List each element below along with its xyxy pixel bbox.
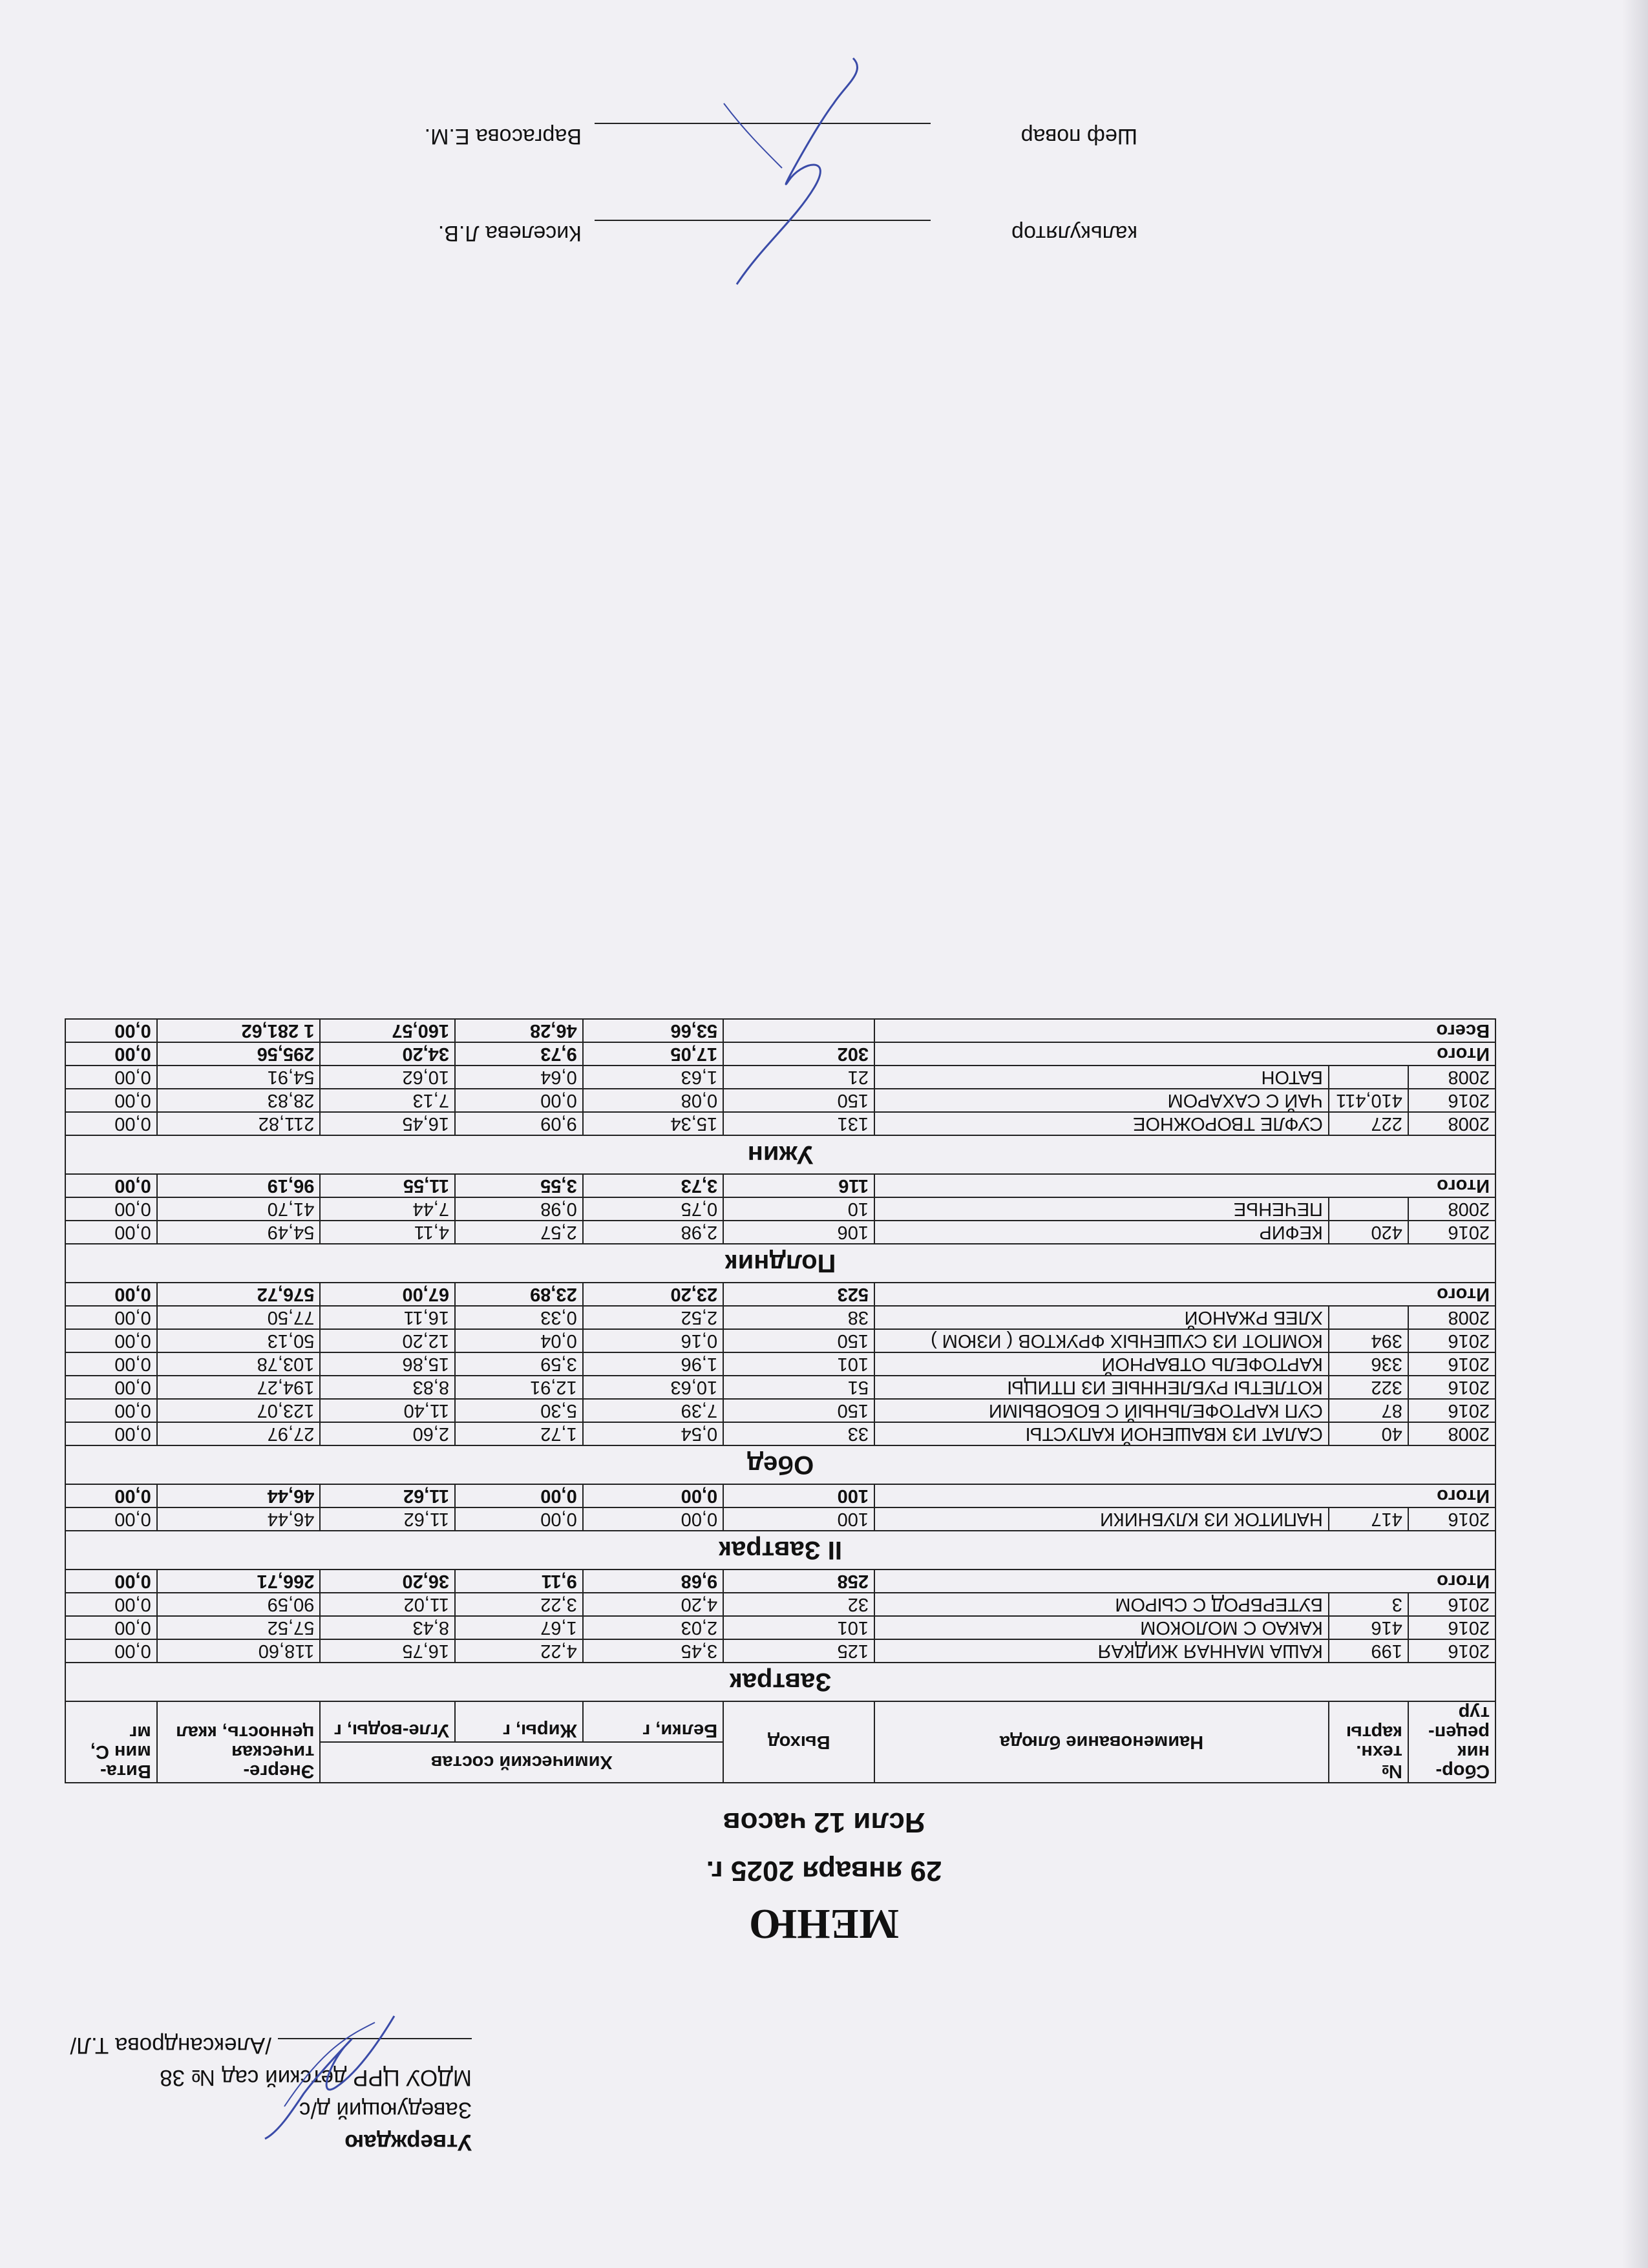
signature-role: Шеф повар bbox=[1020, 124, 1137, 149]
cell-proteins: 0,08 bbox=[583, 1089, 723, 1112]
cell-output: 33 bbox=[723, 1422, 874, 1445]
cell-collection: 2008 bbox=[1408, 1306, 1495, 1329]
cell-fats: 5,30 bbox=[455, 1399, 583, 1422]
section-row bbox=[65, 1663, 1495, 1701]
cell-energy: 54,91 bbox=[157, 1066, 321, 1089]
cell-energy: 576,72 bbox=[157, 1283, 321, 1306]
section-title: II Завтрак bbox=[65, 1531, 1495, 1570]
cell-energy: 103,78 bbox=[157, 1352, 321, 1376]
header-tech-card: № техн. карты bbox=[1329, 1701, 1408, 1783]
table-row bbox=[65, 1507, 1495, 1531]
cell-energy: 194,27 bbox=[157, 1376, 321, 1399]
total-label: Всего bbox=[874, 1019, 1495, 1042]
cell-energy: 27,97 bbox=[157, 1422, 321, 1445]
cell-dish-name: СУП КАРТОФЕЛЬНЫЙ С БОБОВЫМИ bbox=[874, 1399, 1329, 1422]
total-row bbox=[65, 1283, 1495, 1306]
cell-energy: 41,70 bbox=[157, 1197, 321, 1221]
grand-total-row bbox=[65, 1019, 1495, 1042]
cell-tech-card: 40 bbox=[1329, 1422, 1408, 1445]
cell-carbs: 67,00 bbox=[320, 1283, 455, 1306]
cell-vitamin: 0,00 bbox=[65, 1616, 157, 1639]
cell-proteins: 23,20 bbox=[583, 1283, 723, 1306]
cell-fats: 0,98 bbox=[455, 1197, 583, 1221]
cell-proteins: 1,96 bbox=[583, 1352, 723, 1376]
cell-proteins: 3,73 bbox=[583, 1174, 723, 1197]
cell-dish-name: ПЕЧЕНЬЕ bbox=[874, 1197, 1329, 1221]
document-group: Ясли 12 часов bbox=[723, 1807, 925, 1838]
header-collection: Сбор-ник рецеп-тур bbox=[1408, 1701, 1495, 1783]
cell-dish-name: КОМПОТ ИЗ СУШЕНЫХ ФРУКТОВ ( ИЗЮМ ) bbox=[874, 1329, 1329, 1352]
section-title: Полдник bbox=[65, 1244, 1495, 1283]
total-row bbox=[65, 1042, 1495, 1066]
approval-position-2: МДОУ ЦРР детский сад № 38 bbox=[160, 2065, 472, 2090]
cell-collection: 2008 bbox=[1408, 1112, 1495, 1135]
approval-signer: /Александрова Т.Л/ bbox=[70, 2033, 271, 2058]
cell-tech-card: 420 bbox=[1329, 1221, 1408, 1244]
table-row bbox=[65, 1112, 1495, 1135]
cell-dish-name: КАРТОФЕЛЬ ОТВАРНОЙ bbox=[874, 1352, 1329, 1376]
cell-energy: 90,59 bbox=[157, 1593, 321, 1616]
cell-tech-card bbox=[1329, 1306, 1408, 1329]
cell-fats: 0,00 bbox=[455, 1484, 583, 1507]
cell-carbs: 160,57 bbox=[320, 1019, 455, 1042]
total-label: Итого bbox=[874, 1484, 1495, 1507]
cell-collection: 2016 bbox=[1408, 1221, 1495, 1244]
cell-energy: 1 281,62 bbox=[157, 1019, 321, 1042]
menu-table bbox=[65, 1018, 1496, 1783]
cell-proteins: 0,00 bbox=[583, 1484, 723, 1507]
cell-fats: 0,33 bbox=[455, 1306, 583, 1329]
table-row bbox=[65, 1329, 1495, 1352]
cell-output: 106 bbox=[723, 1221, 874, 1244]
cell-vitamin: 0,00 bbox=[65, 1197, 157, 1221]
cell-carbs: 11,62 bbox=[320, 1484, 455, 1507]
cell-proteins: 2,98 bbox=[583, 1221, 723, 1244]
approval-label: Утверждаю bbox=[344, 2130, 472, 2155]
cell-carbs: 4,11 bbox=[320, 1221, 455, 1244]
cell-tech-card: 3 bbox=[1329, 1593, 1408, 1616]
cell-vitamin: 0,00 bbox=[65, 1376, 157, 1399]
cell-carbs: 11,55 bbox=[320, 1174, 455, 1197]
cell-fats: 1,72 bbox=[455, 1422, 583, 1445]
cell-proteins: 2,52 bbox=[583, 1306, 723, 1329]
cell-output: 101 bbox=[723, 1616, 874, 1639]
cell-fats: 0,00 bbox=[455, 1507, 583, 1531]
cell-dish-name: КАКАО С МОЛОКОМ bbox=[874, 1616, 1329, 1639]
cell-proteins: 9,68 bbox=[583, 1570, 723, 1593]
header-proteins: Белки, г bbox=[583, 1701, 723, 1742]
cell-energy: 46,44 bbox=[157, 1507, 321, 1531]
cell-tech-card bbox=[1329, 1197, 1408, 1221]
cell-energy: 266,71 bbox=[157, 1570, 321, 1593]
cell-collection: 2016 bbox=[1408, 1593, 1495, 1616]
cell-collection: 2016 bbox=[1408, 1329, 1495, 1352]
cell-output: 523 bbox=[723, 1283, 874, 1306]
cell-fats: 3,22 bbox=[455, 1593, 583, 1616]
cell-tech-card: 227 bbox=[1329, 1112, 1408, 1135]
cell-fats: 9,09 bbox=[455, 1112, 583, 1135]
signature-role: калькулятор bbox=[1011, 221, 1137, 246]
cell-carbs: 16,75 bbox=[320, 1639, 455, 1663]
cell-output: 38 bbox=[723, 1306, 874, 1329]
table-row bbox=[65, 1593, 1495, 1616]
total-row bbox=[65, 1174, 1495, 1197]
cell-carbs: 16,11 bbox=[320, 1306, 455, 1329]
cell-fats: 4,22 bbox=[455, 1639, 583, 1663]
table-row bbox=[65, 1352, 1495, 1376]
cell-carbs: 7,44 bbox=[320, 1197, 455, 1221]
cell-output: 51 bbox=[723, 1376, 874, 1399]
cell-output bbox=[723, 1019, 874, 1042]
cell-proteins: 4,20 bbox=[583, 1593, 723, 1616]
table-row bbox=[65, 1422, 1495, 1445]
signatures-block bbox=[362, 65, 1137, 258]
cell-vitamin: 0,00 bbox=[65, 1352, 157, 1376]
cell-output: 150 bbox=[723, 1399, 874, 1422]
cell-output: 131 bbox=[723, 1112, 874, 1135]
cell-dish-name: ЧАЙ С САХАРОМ bbox=[874, 1089, 1329, 1112]
total-label: Итого bbox=[874, 1283, 1495, 1306]
cell-vitamin: 0,00 bbox=[65, 1089, 157, 1112]
cell-output: 150 bbox=[723, 1089, 874, 1112]
cell-proteins: 2,03 bbox=[583, 1616, 723, 1639]
cell-collection: 2016 bbox=[1408, 1089, 1495, 1112]
cell-collection: 2016 bbox=[1408, 1507, 1495, 1531]
cell-fats: 9,73 bbox=[455, 1042, 583, 1066]
cell-carbs: 11,40 bbox=[320, 1399, 455, 1422]
cell-output: 10 bbox=[723, 1197, 874, 1221]
cell-fats: 1,67 bbox=[455, 1616, 583, 1639]
cell-fats: 9,11 bbox=[455, 1570, 583, 1593]
header-output: Выход bbox=[723, 1701, 874, 1783]
cell-vitamin: 0,00 bbox=[65, 1112, 157, 1135]
table-row bbox=[65, 1306, 1495, 1329]
cell-fats: 3,55 bbox=[455, 1174, 583, 1197]
cell-proteins: 0,54 bbox=[583, 1422, 723, 1445]
cell-energy: 211,82 bbox=[157, 1112, 321, 1135]
cell-fats: 12,91 bbox=[455, 1376, 583, 1399]
cell-energy: 77,50 bbox=[157, 1306, 321, 1329]
cell-carbs: 12,20 bbox=[320, 1329, 455, 1352]
cell-carbs: 34,20 bbox=[320, 1042, 455, 1066]
cell-vitamin: 0,00 bbox=[65, 1019, 157, 1042]
cell-output: 100 bbox=[723, 1507, 874, 1531]
document-date: 29 января 2025 г. bbox=[706, 1855, 942, 1887]
cell-proteins: 53,66 bbox=[583, 1019, 723, 1042]
cell-dish-name: КЕФИР bbox=[874, 1221, 1329, 1244]
cell-energy: 50,13 bbox=[157, 1329, 321, 1352]
cell-collection: 2008 bbox=[1408, 1197, 1495, 1221]
cell-collection: 2016 bbox=[1408, 1376, 1495, 1399]
cell-proteins: 0,00 bbox=[583, 1507, 723, 1531]
cell-collection: 2016 bbox=[1408, 1616, 1495, 1639]
cell-carbs: 7,13 bbox=[320, 1089, 455, 1112]
table-row bbox=[65, 1639, 1495, 1663]
cell-carbs: 8,83 bbox=[320, 1376, 455, 1399]
header-chemical-composition: Химический состав bbox=[320, 1742, 723, 1783]
total-row bbox=[65, 1570, 1495, 1593]
section-row bbox=[65, 1135, 1495, 1174]
cell-carbs: 16,45 bbox=[320, 1112, 455, 1135]
cell-output: 100 bbox=[723, 1484, 874, 1507]
cell-proteins: 3,45 bbox=[583, 1639, 723, 1663]
cell-collection: 2016 bbox=[1408, 1399, 1495, 1422]
cell-output: 116 bbox=[723, 1174, 874, 1197]
cell-collection: 2016 bbox=[1408, 1639, 1495, 1663]
cell-proteins: 0,16 bbox=[583, 1329, 723, 1352]
cell-fats: 0,64 bbox=[455, 1066, 583, 1089]
header-vitamin: Вита-мин С, мг bbox=[65, 1701, 157, 1783]
cell-fats: 0,04 bbox=[455, 1329, 583, 1352]
cell-proteins: 15,34 bbox=[583, 1112, 723, 1135]
cell-energy: 118,60 bbox=[157, 1639, 321, 1663]
cell-vitamin: 0,00 bbox=[65, 1221, 157, 1244]
cell-vitamin: 0,00 bbox=[65, 1306, 157, 1329]
cell-dish-name: САЛАТ ИЗ КВАШЕНОЙ КАПУСТЫ bbox=[874, 1422, 1329, 1445]
cell-dish-name: НАПИТОК ИЗ КЛУБНИКИ bbox=[874, 1507, 1329, 1531]
cell-vitamin: 0,00 bbox=[65, 1484, 157, 1507]
cell-vitamin: 0,00 bbox=[65, 1399, 157, 1422]
cell-vitamin: 0,00 bbox=[65, 1283, 157, 1306]
cell-collection: 2008 bbox=[1408, 1422, 1495, 1445]
cell-dish-name: БАТОН bbox=[874, 1066, 1329, 1089]
approval-block bbox=[19, 2029, 472, 2158]
cell-energy: 57,52 bbox=[157, 1616, 321, 1639]
cell-vitamin: 0,00 bbox=[65, 1507, 157, 1531]
cell-carbs: 10,62 bbox=[320, 1066, 455, 1089]
cell-carbs: 36,20 bbox=[320, 1570, 455, 1593]
cell-output: 150 bbox=[723, 1329, 874, 1352]
table-row bbox=[65, 1221, 1495, 1244]
cell-vitamin: 0,00 bbox=[65, 1174, 157, 1197]
cell-tech-card: 87 bbox=[1329, 1399, 1408, 1422]
section-row bbox=[65, 1445, 1495, 1484]
section-title: Завтрак bbox=[65, 1663, 1495, 1701]
section-title: Обед bbox=[65, 1445, 1495, 1484]
total-label: Итого bbox=[874, 1570, 1495, 1593]
cell-collection: 2008 bbox=[1408, 1066, 1495, 1089]
cell-tech-card: 199 bbox=[1329, 1639, 1408, 1663]
cell-proteins: 1,63 bbox=[583, 1066, 723, 1089]
handwritten-signature bbox=[698, 39, 892, 297]
cell-proteins: 17,05 bbox=[583, 1042, 723, 1066]
table-row bbox=[65, 1066, 1495, 1089]
cell-energy: 123,07 bbox=[157, 1399, 321, 1422]
cell-tech-card: 336 bbox=[1329, 1352, 1408, 1376]
cell-output: 258 bbox=[723, 1570, 874, 1593]
cell-output: 125 bbox=[723, 1639, 874, 1663]
cell-fats: 46,28 bbox=[455, 1019, 583, 1042]
cell-carbs: 15,86 bbox=[320, 1352, 455, 1376]
cell-energy: 96,19 bbox=[157, 1174, 321, 1197]
header-carbs: Угле-воды, г bbox=[320, 1701, 455, 1742]
cell-dish-name: КОТЛЕТЫ РУБЛЕННЫЕ ИЗ ПТИЦЫ bbox=[874, 1376, 1329, 1399]
cell-collection: 2016 bbox=[1408, 1352, 1495, 1376]
section-row bbox=[65, 1531, 1495, 1570]
cell-proteins: 10,63 bbox=[583, 1376, 723, 1399]
cell-vitamin: 0,00 bbox=[65, 1042, 157, 1066]
cell-vitamin: 0,00 bbox=[65, 1570, 157, 1593]
table-row bbox=[65, 1399, 1495, 1422]
cell-tech-card: 416 bbox=[1329, 1616, 1408, 1639]
cell-dish-name: КАША МАННАЯ ЖИДКАЯ bbox=[874, 1639, 1329, 1663]
table-row bbox=[65, 1197, 1495, 1221]
header-dish-name: Наименование блюда bbox=[874, 1701, 1329, 1783]
cell-output: 101 bbox=[723, 1352, 874, 1376]
cell-dish-name: СУФЛЕ ТВОРОЖНОЕ bbox=[874, 1112, 1329, 1135]
cell-dish-name: ХЛЕБ РЖАНОЙ bbox=[874, 1306, 1329, 1329]
table-row bbox=[65, 1376, 1495, 1399]
cell-fats: 0,00 bbox=[455, 1089, 583, 1112]
cell-tech-card: 394 bbox=[1329, 1329, 1408, 1352]
table-row bbox=[65, 1616, 1495, 1639]
cell-vitamin: 0,00 bbox=[65, 1593, 157, 1616]
cell-tech-card: 417 bbox=[1329, 1507, 1408, 1531]
cell-output: 302 bbox=[723, 1042, 874, 1066]
cell-fats: 3,59 bbox=[455, 1352, 583, 1376]
cell-energy: 28,83 bbox=[157, 1089, 321, 1112]
approval-position-1: Заведующий д/с bbox=[299, 2097, 472, 2123]
cell-vitamin: 0,00 bbox=[65, 1066, 157, 1089]
cell-carbs: 11,02 bbox=[320, 1593, 455, 1616]
cell-vitamin: 0,00 bbox=[65, 1422, 157, 1445]
cell-vitamin: 0,00 bbox=[65, 1329, 157, 1352]
cell-fats: 2,57 bbox=[455, 1221, 583, 1244]
table-row bbox=[65, 1089, 1495, 1112]
handwritten-signature bbox=[246, 1997, 414, 2145]
cell-proteins: 0,75 bbox=[583, 1197, 723, 1221]
total-row bbox=[65, 1484, 1495, 1507]
header-fats: Жиры, г bbox=[455, 1701, 583, 1742]
total-label: Итого bbox=[874, 1042, 1495, 1066]
section-title: Ужин bbox=[65, 1135, 1495, 1174]
cell-carbs: 11,62 bbox=[320, 1507, 455, 1531]
cell-carbs: 8,43 bbox=[320, 1616, 455, 1639]
total-label: Итого bbox=[874, 1174, 1495, 1197]
section-row bbox=[65, 1244, 1495, 1283]
cell-energy: 54,49 bbox=[157, 1221, 321, 1244]
document-title: МЕНЮ bbox=[749, 1900, 899, 1948]
cell-energy: 46,44 bbox=[157, 1484, 321, 1507]
cell-tech-card bbox=[1329, 1066, 1408, 1089]
signature-name: Варгасова Е.М. bbox=[424, 124, 582, 149]
header-energy: Энерге-тическая ценность, ккал bbox=[157, 1701, 321, 1783]
signature-name: Киселева Л.В. bbox=[438, 221, 582, 246]
cell-proteins: 7,39 bbox=[583, 1399, 723, 1422]
menu-table-body bbox=[65, 1019, 1495, 1701]
cell-fats: 23,89 bbox=[455, 1283, 583, 1306]
cell-tech-card: 322 bbox=[1329, 1376, 1408, 1399]
cell-carbs: 2,60 bbox=[320, 1422, 455, 1445]
cell-dish-name: БУТЕРБРОД С СЫРОМ bbox=[874, 1593, 1329, 1616]
cell-tech-card: 410,411 bbox=[1329, 1089, 1408, 1112]
cell-output: 32 bbox=[723, 1593, 874, 1616]
cell-output: 21 bbox=[723, 1066, 874, 1089]
cell-energy: 295,56 bbox=[157, 1042, 321, 1066]
cell-vitamin: 0,00 bbox=[65, 1639, 157, 1663]
